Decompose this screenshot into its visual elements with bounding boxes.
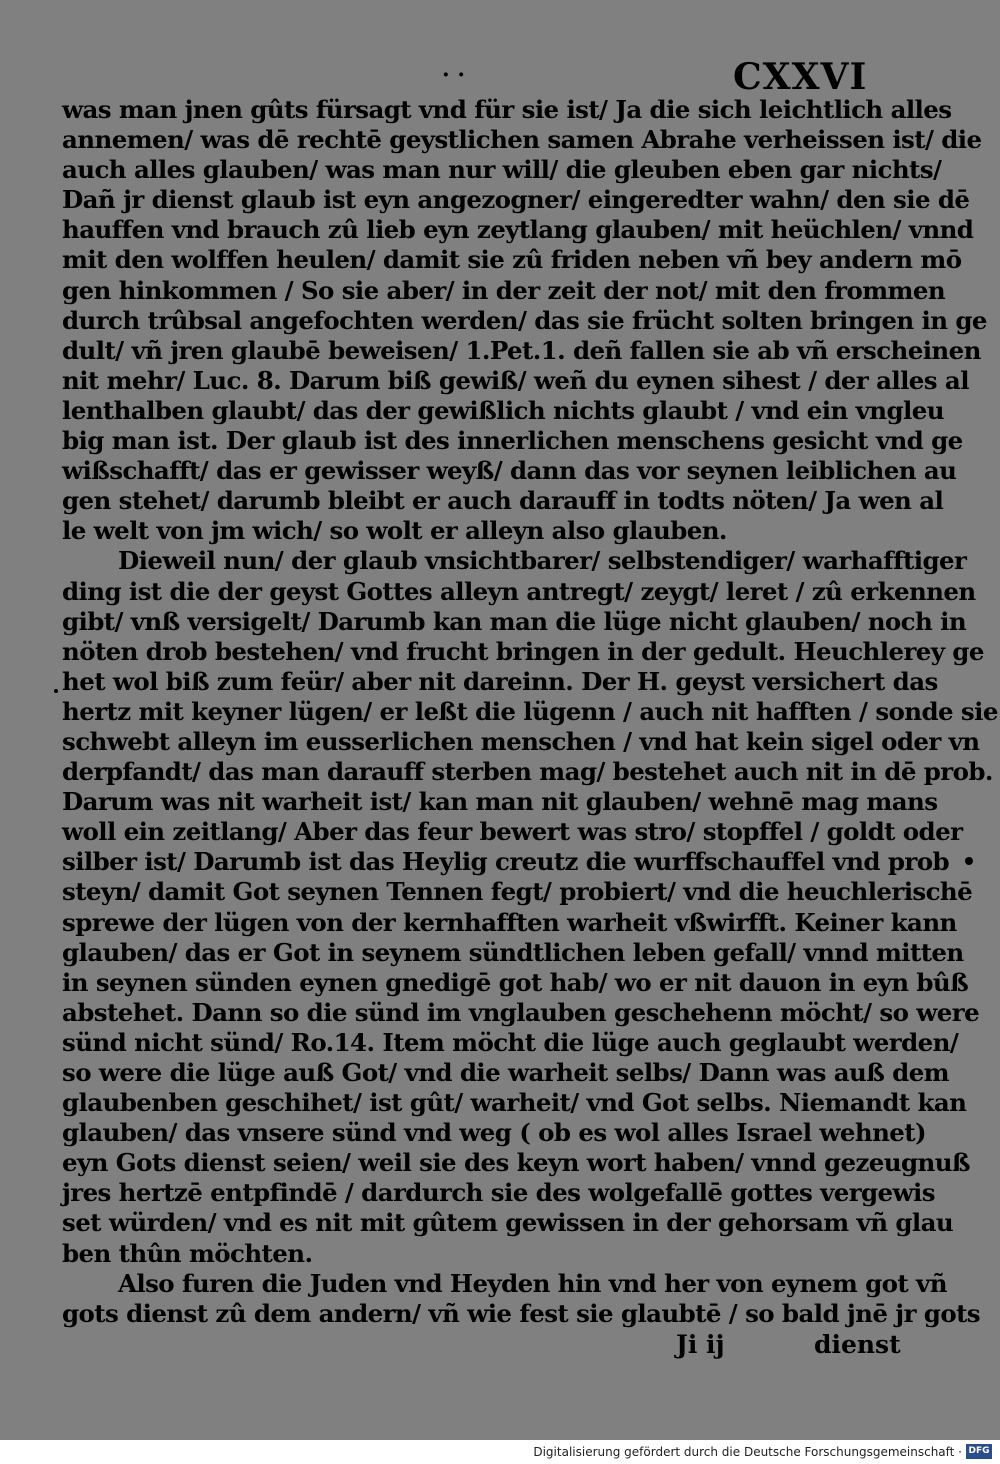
text-line: was man jnen gûts fürsagt vnd für sie ist/ Ja die sich leichtlich alles [62, 95, 952, 124]
ink-speck [965, 857, 973, 865]
text-line: auch alles glauben/ was man nur will/ die gleuben eben gar nichts/ [62, 155, 942, 185]
text-line: nöten drob bestehen/ vnd frucht bringen in der gedult. Heuchlerey ge [62, 636, 984, 666]
catchword: dienst [814, 1330, 901, 1359]
text-line: glauben/ das vnsere sünd vnd weg ( ob es wol alles Israel wehnet) [62, 1118, 927, 1148]
text-line: gibt/ vnß versigelt/ Darumb kan man die lüge nicht glauben/ noch in [62, 606, 967, 636]
text-line: in seynen sünden eynen gnedigē got hab/ wo er nit dauon in eyn bûß [62, 967, 969, 997]
dfg-logo: DFG [966, 1444, 992, 1459]
text-line: woll ein zeitlang/ Aber das feur bewert was stro/ stopffel / goldt oder [62, 817, 963, 847]
text-line: sprewe der lügen von der kernhafften warheit vßwirfft. Keiner kann [62, 907, 957, 937]
text-line: mit den wolffen heulen/ damit sie zû friden neben vñ bey andern mō [62, 245, 962, 275]
text-line: eyn Gots dienst seien/ weil sie des keyn wort haben/ vnnd gezeugnuß [62, 1148, 970, 1178]
text-line: abstehet. Dann so die sünd im vnglauben geschehenn möcht/ so were [62, 997, 980, 1027]
text-line: lenthalben glaubt/ das der gewißlich nichts glaubt / vnd ein vngleu [62, 395, 944, 425]
text-line: hertz mit keyner lügen/ er leßt die lügenn / auch nit hafften / sonde sie [62, 696, 998, 726]
text-line: durch trûbsal angefochten werden/ das sie frücht solten bringen in ge [62, 305, 987, 335]
ink-speck [54, 689, 58, 693]
text-line: ding ist die der geyst Gottes alleyn antregt/ zeygt/ leret / zû erkennen [62, 576, 976, 606]
text-line: nit mehr/ Luc. 8. Darum biß gewiß/ weñ du eynen sihest / der alles al [62, 365, 969, 395]
text-line: gots dienst zû dem andern/ vñ wie fest sie glaubtē / so bald jnē jr gots [62, 1298, 980, 1328]
text-line: hauffen vnd brauch zû lieb eyn zeytlang glauben/ mit heüchlen/ vnnd [62, 215, 974, 245]
text-line: gen hinkommen / So sie aber/ in der zeit der not/ mit den frommen [62, 275, 946, 305]
text-line: wißschafft/ das er gewisser weyß/ dann das vor seynen leiblichen au [62, 456, 957, 486]
folio-number: CXXVI [733, 56, 868, 98]
text-line: sünd nicht sünd/ Ro.14. Item möcht die lüge auch geglaubt werden/ [62, 1027, 959, 1057]
text-line: Dañ jr dienst glaub ist eyn angezogner/ eingeredter wahn/ den sie dē [62, 185, 970, 215]
text-line: Darum was nit warheit ist/ kan man nit glauben/ wehnē mag mans [62, 787, 938, 817]
footer-credit: Digitalisierung gefördert durch die Deutsche Forschungsgemeinschaft · [533, 1445, 962, 1459]
signature-mark: Ji ij [676, 1330, 725, 1359]
text-line: derpfandt/ das man darauff sterben mag/ bestehet auch nit in dē prob. [62, 757, 993, 787]
text-line: steyn/ damit Got seynen Tennen fegt/ probiert/ vnd die heuchlerischē [62, 877, 973, 907]
top-mark: · · [442, 62, 465, 88]
text-line: schwebt alleyn im eusserlichen menschen / vnd hat kein sigel oder vn [62, 726, 980, 756]
text-line: glaubenben geschihet/ ist gût/ warheit/ vnd Got selbs. Niemandt kan [62, 1088, 967, 1118]
text-line: jres hertzē entpfindē / dardurch sie des wolgefallē gottes vergewis [62, 1178, 935, 1208]
text-line: het wol biß zum feür/ aber nit dareinn. Der H. geyst versichert das [62, 666, 938, 696]
catchword-line [676, 1330, 906, 1364]
text-line: le welt von jm wich/ so wolt er alleyn also glauben. [62, 516, 727, 546]
text-line: dult/ vñ jren glaubē beweisen/ 1.Pet.1. deñ fallen sie ab vñ erscheinen [62, 335, 981, 365]
text-line: Also furen die Juden vnd Heyden hin vnd her von eynem got vñ [118, 1268, 947, 1298]
text-block [62, 95, 998, 1329]
footer-bar [0, 1440, 1000, 1464]
text-line: annemen/ was dē rechtē geystlichen samen Abrahe verheissen ist/ die [62, 125, 982, 155]
text-line: ben thûn möchten. [62, 1238, 313, 1268]
text-line: set würden/ vnd es nit mit gûtem gewissen in der gehorsam vñ glau [62, 1208, 954, 1238]
text-line: so were die lüge auß Got/ vnd die warheit selbs/ Dann was auß dem [62, 1058, 950, 1087]
text-line: silber ist/ Darumb ist das Heylig creutz die wurffschauffel vnd prob [62, 847, 949, 877]
text-line: big man ist. Der glaub ist des innerlichen menschens gesicht vnd ge [62, 426, 963, 456]
text-line: Dieweil nun/ der glaub vnsichtbarer/ selbstendiger/ warhafftiger [118, 546, 967, 576]
text-line: glauben/ das er Got in seynem sündtlichen leben gefall/ vnnd mitten [62, 937, 964, 967]
text-line: gen stehet/ darumb bleibt er auch darauff in todts nöten/ Ja wen al [62, 486, 944, 516]
